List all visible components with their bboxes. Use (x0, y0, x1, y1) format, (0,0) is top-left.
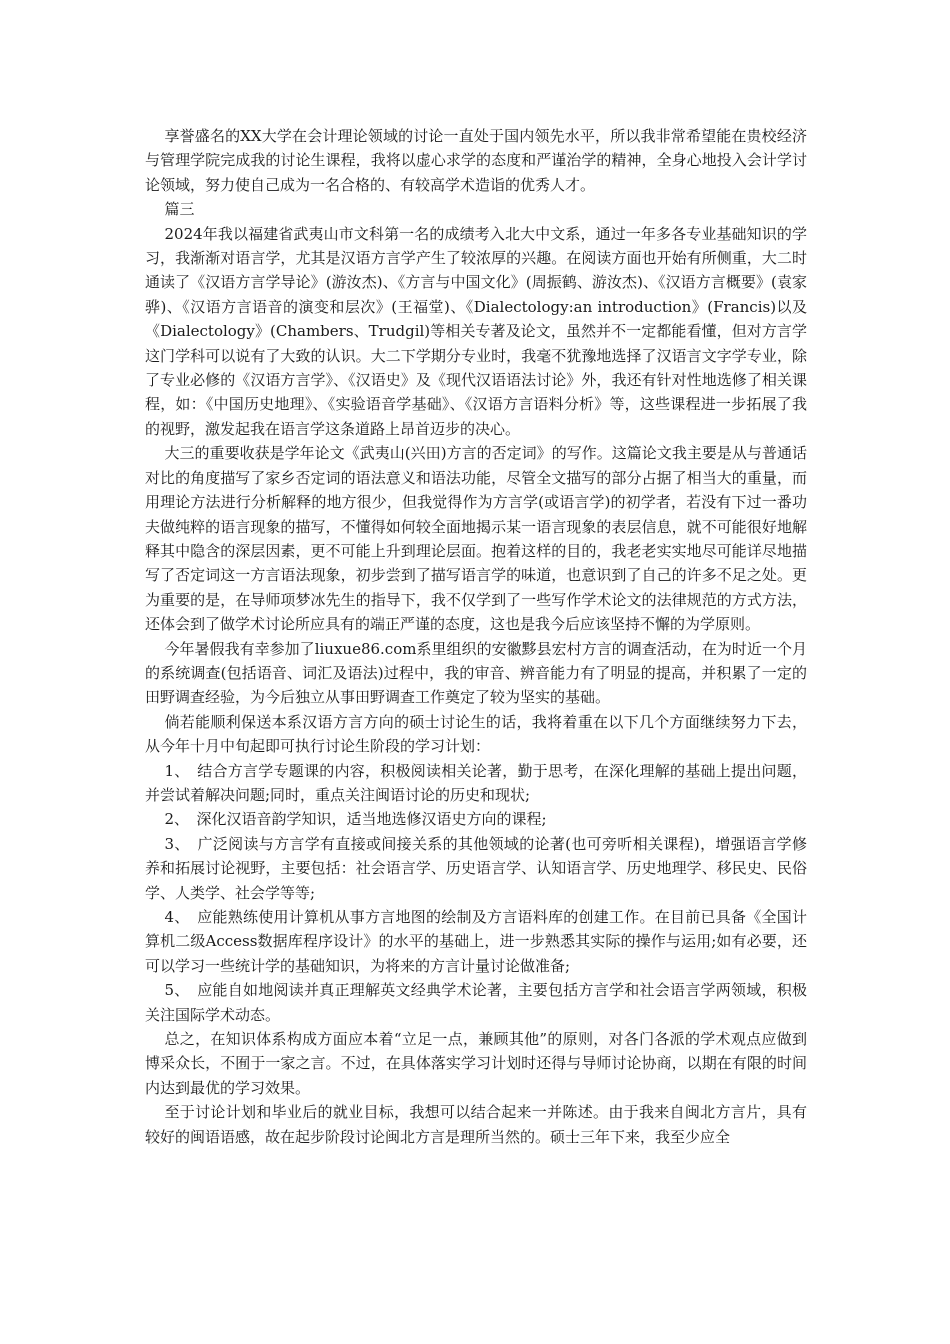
paragraph-goals: 至于讨论计划和毕业后的就业目标，我想可以结合起来一并陈述。由于我来自闽北方言片，具有较好的闽语语感，故在起步阶段讨论闽北方言是理所当然的。硕士三年下来，我至少应全 (145, 1103, 807, 1146)
paragraph-thesis: 大三的重要收获是学年论文《武夷山(兴田)方言的否定词》的写作。这篇论文我主要是从与普通话对比的角度描写了家乡否定词的语法意义和语法功能，尽管全文描写的部分占据了相当大的重量，而用理论方法进行分析解释的地方很少，但我觉得作为方言学(或语言学)的初学者，若没有下过一番功夫做纯粹的语言现象的描写，不懂得如何较全面地揭示某一语言现象的表层信息，就不可能很好地解释其中隐含的深层因素，更不可能上升到理论层面。抱着这样的目的，我老老实实地尽可能详尽地描写了否定词这一方言语法现象，初步尝到了描写语言学的味道，也意识到了自己的许多不足之处。更为重要的是，在导师项梦冰先生的指导下，我不仅学到了一些写作学术论文的法律规范的方式方法，还体会到了做学术讨论所应具有的端正严谨的态度，这也是我今后应该坚持不懈的为学原则。 (145, 444, 807, 634)
section-heading: 篇三 (164, 200, 195, 219)
paragraph-summary: 总之，在知识体系构成方面应本着“立足一点，兼顾其他”的原则，对各门各派的学术观点应做到博采众长，不囿于一家之言。不过，在具体落实学习计划时还得与导师讨论协商，以期在有限的时间内达到最优的学习效果。 (145, 1030, 807, 1097)
plan-item-3: 3、 广泛阅读与方言学有直接或间接关系的其他领域的论著(也可旁听相关课程)，增强语言学修养和拓展讨论视野，主要包括：社会语言学、历史语言学、认知语言学、历史地理学、移民史、民俗学、人类学、社会学等等; (145, 834, 807, 902)
paragraph-background: 2024年我以福建省武夷山市文科第一名的成绩考入北大中文系，通过一年多各专业基础知识的学习，我渐渐对语言学，尤其是汉语方言学产生了较浓厚的兴趣。在阅读方面也开始有所侧重，大二时通读了《汉语方言学导论》(游汝杰)、《方言与中国文化》(周振鹤、游汝杰)、《汉语方言概要》(袁家骅)、《汉语方言语音的演变和层次》(王福堂)、《Dialectology:an introduction》(Francis)以及《Dialectology》(Chambers、Trudgil)等相关专著及论文，虽然并不一定都能看懂，但对方言学这门学科可以说有了大致的认识。大二下学期分专业时，我毫不犹豫地选择了汉语言文字学专业，除了专业必修的《汉语方言学》、《汉语史》及《现代汉语语法讨论》外，我还有针对性地选修了相关课程，如：《中国历史地理》、《实验语音学基础》、《汉语方言语料分析》等，这些课程进一步拓展了我的视野，激发起我在语言学这条道路上昂首迈步的决心。 (145, 224, 807, 438)
plan-item-4: 4、 应能熟练使用计算机从事方言地图的绘制及方言语料库的创建工作。在目前已具备《全国计算机二级Access数据库程序设计》的水平的基础上，进一步熟悉其实际的操作与运用;如有必要，还可以学习一些统计学的基础知识，为将来的方言计量讨论做准备; (145, 908, 807, 975)
plan-item-5: 5、 应能自如地阅读并真正理解英文经典学术论著，主要包括方言学和社会语言学两领域，积极关注国际学术动态。 (145, 981, 807, 1024)
paragraph-intro: 享誉盛名的XX大学在会计理论领域的讨论一直处于国内领先水平，所以我非常希望能在贵校经济与管理学院完成我的讨论生课程，我将以虚心求学的态度和严谨治学的精神，全身心地投入会计学讨论领域，努力使自己成为一名合格的、有较高学术造诣的优秀人才。 (145, 127, 807, 194)
paragraph-plan-intro: 倘若能顺利保送本系汉语方言方向的硕士讨论生的话，我将着重在以下几个方面继续努力下去，从今年十月中旬起即可执行讨论生阶段的学习计划： (145, 712, 807, 756)
plan-item-2: 2、 深化汉语音韵学知识，适当地选修汉语史方向的课程; (164, 810, 547, 829)
plan-item-1: 1、 结合方言学专题课的内容，积极阅读相关论著，勤于思考，在深化理解的基础上提出问题，并尝试着解决问题;同时，重点关注闽语讨论的历史和现状; (145, 761, 807, 804)
paragraph-fieldwork: 今年暑假我有幸参加了liuxue86.com系里组织的安徽黟县宏村方言的调查活动，在为时近一个月的系统调查(包括语音、词汇及语法)过程中，我的审音、辨音能力有了明显的提高，并积累了一定的田野调查经验，为今后独立从事田野调查工作奠定了较为坚实的基础。 (145, 639, 807, 707)
document-body (145, 124, 807, 1149)
